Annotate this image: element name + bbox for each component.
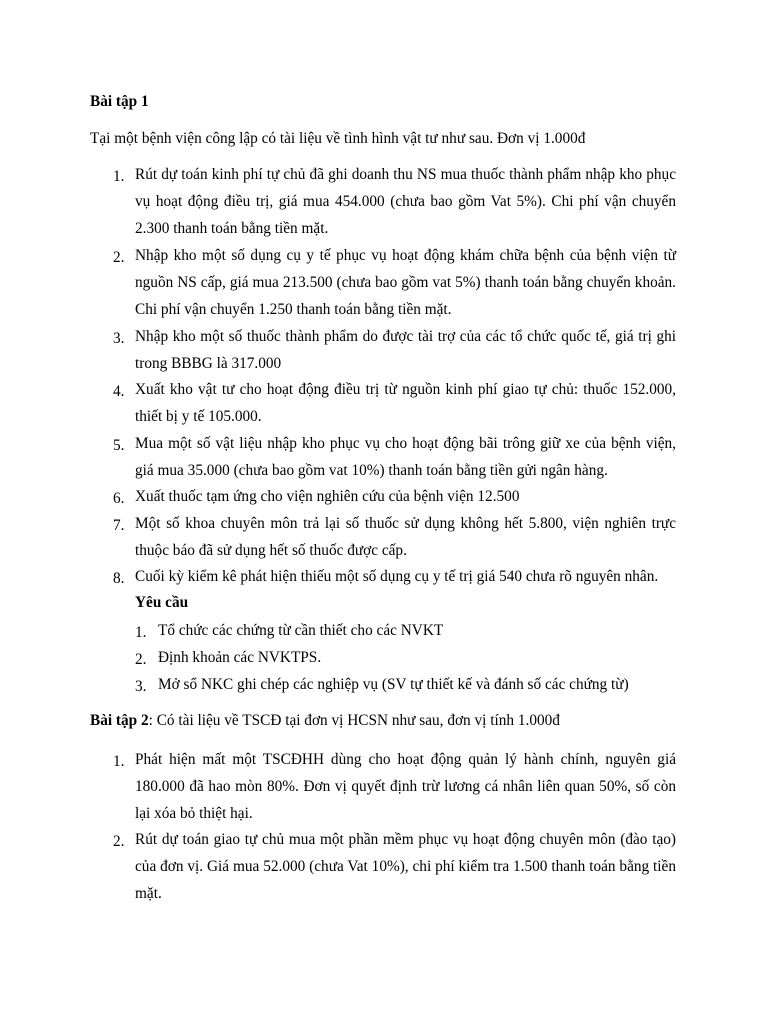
list-item-number: 1. — [135, 624, 147, 641]
list-item-number: 3. — [113, 330, 125, 347]
list-item: Rút dự toán kinh phí tự chủ đã ghi doanh thu NS mua thuốc thành phẩm nhập kho phục vụ hoạt động điều trị, giá mua 454.000 (chưa bao gồm Vat 5%). Chi phí vận chuyển 2.300 thanh toán bằng tiền mặt. — [135, 166, 676, 237]
list-item: Định khoản các NVKTPS. — [158, 649, 322, 666]
exercise-1-title: Bài tập 1 — [90, 93, 149, 110]
list-item: Nhập kho một số thuốc thành phẩm do được tài trợ của các tổ chức quốc tế, giá trị ghi trong BBBG là 317.000 — [135, 328, 676, 372]
list-item: Cuối kỳ kiểm kê phát hiện thiếu một số dụng cụ y tế trị giá 540 chưa rõ nguyên nhân. — [135, 568, 659, 585]
list-item: Xuất thuốc tạm ứng cho viện nghiên cứu của bệnh viện 12.500 — [135, 488, 520, 505]
list-item-number: 4. — [113, 383, 125, 400]
list-item: Xuất kho vật tư cho hoạt động điều trị từ nguồn kinh phí giao tự chủ: thuốc 152.000, thiết bị y tế 105.000. — [135, 381, 676, 425]
exercise-2-title: Bài tập 2 — [90, 712, 149, 729]
list-item-number: 3. — [135, 678, 147, 695]
exercise-2-heading — [90, 710, 560, 732]
list-item-number: 1. — [113, 753, 125, 770]
list-item-number: 1. — [113, 168, 125, 185]
list-item: Phát hiện mất một TSCĐHH dùng cho hoạt động quản lý hành chính, nguyên giá 180.000 đã hao mòn 80%. Đơn vị quyết định trừ lương cá nhân liên quan 50%, số còn lại xóa bỏ thiệt hại. — [135, 751, 676, 822]
exercise-2-intro: : Có tài liệu về TSCĐ tại đơn vị HCSN như sau, đơn vị tính 1.000đ — [148, 712, 560, 729]
list-item-number: 8. — [113, 570, 125, 587]
list-item: Mở sổ NKC ghi chép các nghiệp vụ (SV tự thiết kế và đánh số các chứng từ) — [158, 676, 629, 693]
list-item-number: 2. — [135, 651, 147, 668]
list-item: Nhập kho một số dụng cụ y tế phục vụ hoạt động khám chữa bệnh của bệnh viện từ nguồn NS cấp, giá mua 213.500 (chưa bao gồm vat 5%) thanh toán bằng chuyển khoản. Chi phí vận chuyển 1.250 thanh toán bằng tiền mặt. — [135, 247, 676, 318]
list-item-number: 6. — [113, 490, 125, 507]
exercise-1-intro: Tại một bệnh viện công lập có tài liệu về tình hình vật tư như sau. Đơn vị 1.000đ — [90, 130, 586, 147]
list-item-number: 2. — [113, 249, 125, 266]
requirements-heading: Yêu cầu — [135, 594, 189, 611]
list-item-number: 5. — [113, 437, 125, 454]
list-item: Rút dự toán giao tự chủ mua một phần mềm phục vụ hoạt động chuyên môn (đào tạo) của đơn vị. Giá mua 52.000 (chưa Vat 10%), chi phí kiểm tra 1.500 thanh toán bằng tiền mặt. — [135, 831, 676, 902]
list-item: Một số khoa chuyên môn trả lại số thuốc sử dụng không hết 5.800, viện nghiên trực thuộc báo đã sử dụng hết số thuốc được cấp. — [135, 515, 676, 559]
list-item: Tổ chức các chứng từ cần thiết cho các NVKT — [158, 622, 444, 639]
list-item-number: 2. — [113, 833, 125, 850]
list-item-number: 7. — [113, 517, 125, 534]
list-item: Mua một số vật liệu nhập kho phục vụ cho hoạt động bãi trông giữ xe của bệnh viện, giá mua 35.000 (chưa bao gồm vat 10%) thanh toán bằng tiền gửi ngân hàng. — [135, 435, 676, 479]
